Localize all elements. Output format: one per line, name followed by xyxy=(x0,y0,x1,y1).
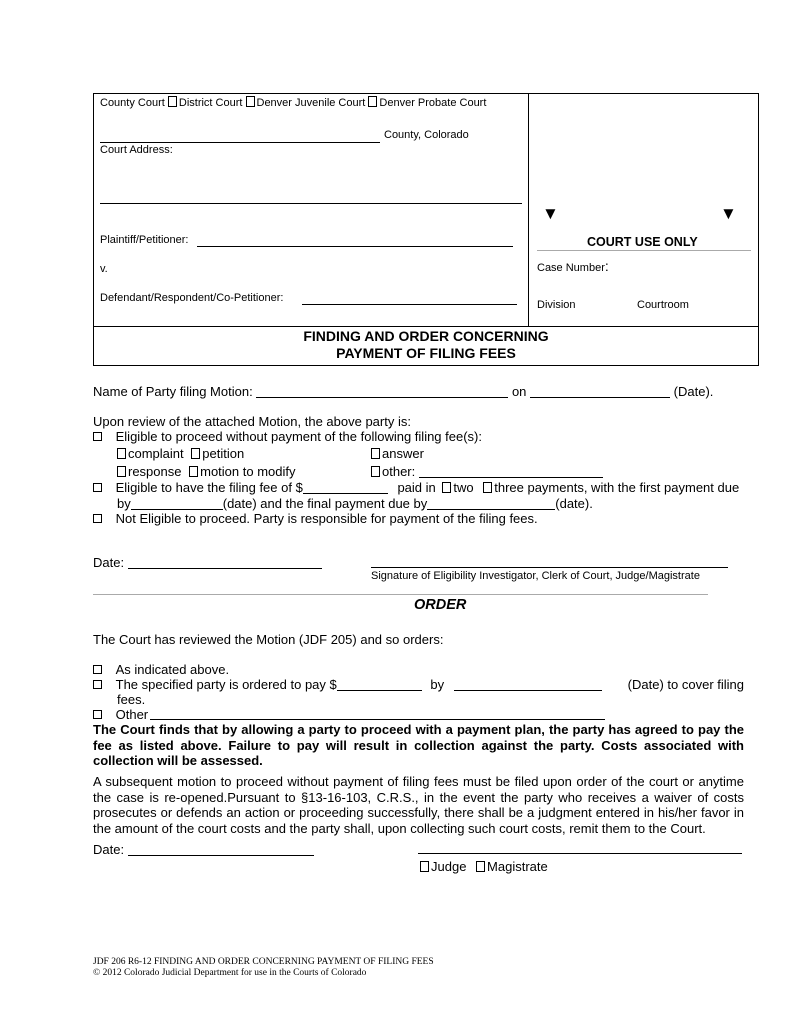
finding-date-field[interactable] xyxy=(128,556,322,569)
payment-plan-paragraph: The Court finds that by allowing a party to proceed with a payment plan, the party has agreed to pay the fee as listed above. Failure to pay will result in collection against the party. Costs associated with collection will be assessed. xyxy=(93,722,744,768)
county-suffix: County, Colorado xyxy=(384,129,469,141)
eligible-without-item xyxy=(93,429,482,444)
first-payment-date-field[interactable] xyxy=(131,497,223,510)
caption-border-bottom xyxy=(93,365,759,366)
party-name-line xyxy=(93,384,713,399)
three-payments-checkbox[interactable] xyxy=(483,482,492,493)
defendant-label: Defendant/Respondent/Co-Petitioner: xyxy=(100,292,284,304)
eligible-fee-item: Eligible to have the filing fee of $ paid in two three payments, with the first payment due xyxy=(93,480,744,495)
court-use-divider xyxy=(537,250,751,251)
case-number-label: Case Number: xyxy=(537,258,609,274)
review-text: Upon review of the attached Motion, the above party is: xyxy=(93,414,411,429)
judge-magistrate-choice: Judge Magistrate xyxy=(420,859,548,874)
party-name-field[interactable] xyxy=(256,385,508,398)
fee-answer: answer xyxy=(371,446,424,461)
specified-fees-word: fees. xyxy=(117,692,146,707)
judge-checkbox[interactable] xyxy=(420,861,429,872)
defendant-field[interactable] xyxy=(302,304,517,305)
section-divider xyxy=(93,594,708,595)
arrow-down-icon: ▼ xyxy=(542,204,559,223)
order-other-field[interactable] xyxy=(150,719,605,720)
other-fee-checkbox[interactable] xyxy=(371,466,380,477)
plaintiff-label: Plaintiff/Petitioner: xyxy=(100,234,189,246)
eligibility-signature-field[interactable] xyxy=(371,567,728,568)
caption-border-top xyxy=(93,93,759,94)
petition-checkbox[interactable] xyxy=(191,448,200,459)
eligible-without-checkbox[interactable] xyxy=(93,432,102,441)
eligible-without-label: Eligible to proceed without payment of the following filing fee(s): xyxy=(115,429,482,444)
date-label: (Date). xyxy=(673,384,714,399)
fee-response: response motion to modify xyxy=(117,464,295,479)
versus-label: v. xyxy=(100,263,108,275)
response-checkbox[interactable] xyxy=(117,466,126,477)
district-court-checkbox[interactable] xyxy=(168,96,177,107)
arrow-down-icon-right: ▼ xyxy=(720,204,737,223)
order-other-checkbox[interactable] xyxy=(93,710,102,719)
specified-party-checkbox[interactable] xyxy=(93,680,102,689)
other-fee-field[interactable] xyxy=(419,465,603,478)
magistrate-checkbox[interactable] xyxy=(476,861,485,872)
footer-form-id: JDF 206 R6-12 FINDING AND ORDER CONCERNING PAYMENT OF FILING FEES xyxy=(93,957,434,967)
motion-to-modify-checkbox[interactable] xyxy=(189,466,198,477)
court-address-field[interactable] xyxy=(100,203,522,204)
court-option-county: County Court xyxy=(100,97,165,109)
order-heading: ORDER xyxy=(414,597,467,613)
court-use-only-label: COURT USE ONLY xyxy=(587,235,698,249)
answer-checkbox[interactable] xyxy=(371,448,380,459)
motion-date-field[interactable] xyxy=(530,385,670,398)
on-label: on xyxy=(511,384,527,399)
as-indicated-checkbox[interactable] xyxy=(93,665,102,674)
payment-dates-line: by (date) and the final payment due by (date). xyxy=(117,496,593,511)
signature-caption: Signature of Eligibility Investigator, Clerk of Court, Judge/Magistrate xyxy=(371,570,700,582)
caption-title-divider xyxy=(93,326,759,327)
filing-fee-amount-field[interactable] xyxy=(303,481,388,494)
name-label: Name of Party filing Motion: xyxy=(93,384,253,399)
denver-probate-checkbox[interactable] xyxy=(368,96,377,107)
order-other-item: Other xyxy=(93,707,148,722)
two-payments-checkbox[interactable] xyxy=(442,482,451,493)
judge-signature-field[interactable] xyxy=(418,853,742,854)
eligible-fee-checkbox[interactable] xyxy=(93,483,102,492)
county-name-field[interactable] xyxy=(100,142,380,143)
pay-by-date-field[interactable] xyxy=(454,678,602,691)
caption-divider xyxy=(528,93,529,326)
courtroom-label: Courtroom xyxy=(637,299,689,311)
not-eligible-item: Not Eligible to proceed. Party is responsible for payment of the filing fees. xyxy=(93,511,538,526)
not-eligible-checkbox[interactable] xyxy=(93,514,102,523)
specified-party-item: The specified party is ordered to pay $ by (Date) to cover filing xyxy=(93,677,744,692)
form-title-line2: PAYMENT OF FILING FEES xyxy=(336,345,516,361)
as-indicated-item: As indicated above. xyxy=(93,662,229,677)
pay-amount-field[interactable] xyxy=(337,678,422,691)
finding-date-line: Date: xyxy=(93,555,322,570)
court-address-label: Court Address: xyxy=(100,144,173,156)
court-selection-line xyxy=(100,96,486,109)
complaint-checkbox[interactable] xyxy=(117,448,126,459)
subsequent-motion-paragraph: A subsequent motion to proceed without payment of filing fees must be filed upon order of the court or anytime the case is re-opened.Pursuant to §13-16-103, C.R.S., in the event the party who receives a waiver of costs prosecutes or defends an action or proceeding successfully, there shall be a judgment entered in his/her favor in the amount of the court costs and the party shall, upon collecting such court costs, remit them to the Court. xyxy=(93,774,744,836)
fee-other: other: xyxy=(371,464,603,479)
court-option-probate: Denver Probate Court xyxy=(379,97,487,109)
court-option-juvenile: Denver Juvenile Court xyxy=(256,97,366,109)
order-date-field[interactable] xyxy=(128,843,314,856)
order-date-line: Date: xyxy=(93,842,314,857)
fee-complaint: complaint petition xyxy=(117,446,244,461)
court-option-district: District Court xyxy=(178,97,243,109)
court-reviewed-text: The Court has reviewed the Motion (JDF 205) and so orders: xyxy=(93,632,444,647)
footer-copyright: © 2012 Colorado Judicial Department for use in the Courts of Colorado xyxy=(93,968,367,978)
plaintiff-field[interactable] xyxy=(197,246,513,247)
final-payment-date-field[interactable] xyxy=(427,497,555,510)
form-title-line1: FINDING AND ORDER CONCERNING xyxy=(303,328,549,344)
division-label: Division xyxy=(537,299,576,311)
denver-juvenile-checkbox[interactable] xyxy=(246,96,255,107)
